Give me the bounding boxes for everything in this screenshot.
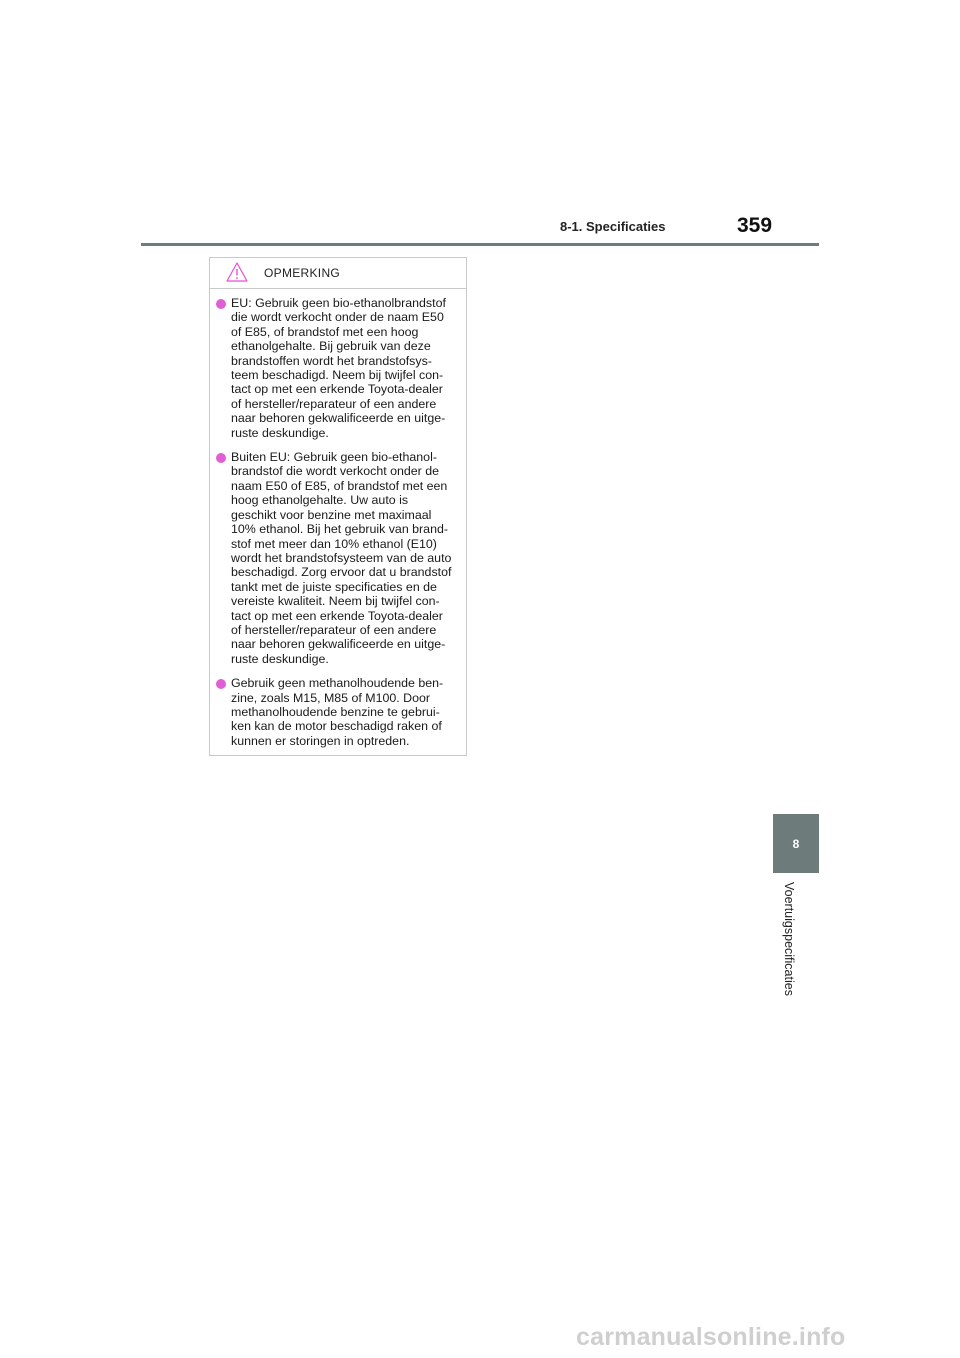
bullet-icon [216,453,226,463]
chapter-label: Voertuigspecificaties [782,882,796,996]
list-item-text: EU: Gebruik geen bio-ethanolbrandstof die wordt verkocht onder de naam E50 of E85, of brandstof met een hoog ethanolgehalte. Bij gebruik van deze brandstoffen wordt het brandstofsys- teem beschadigd. Neem bij twijfel con- tact op met een erkende Toyota-dealer of hersteller/reparateur of een andere naar behoren gekwalificeerde en uitge- ruste deskundige. [231,296,446,440]
list-item [216,450,460,666]
header-divider [141,243,819,246]
notice-header [210,258,466,289]
notice-body [210,289,466,748]
list-item-text: Gebruik geen methanolhoudende ben- zine, zoals M15, M85 of M100. Door methanolhoudende benzine te gebrui- ken kan de motor beschadigd raken of kunnen er storingen in optreden. [231,676,444,748]
chapter-number: 8 [792,836,800,851]
chapter-tab[interactable] [773,814,819,873]
watermark: carmanualsonline.info [576,1323,846,1351]
bullet-icon [216,299,226,309]
bullet-icon [216,679,226,689]
list-item [216,676,460,748]
notice-title: OPMERKING [264,266,341,280]
notice-box [209,257,467,756]
list-item [216,296,460,440]
list-item-text: Buiten EU: Gebruik geen bio-ethanol- brandstof die wordt verkocht onder de naam E50 of E85, of brandstof met een hoog ethanolgehalte. Uw auto is geschikt voor benzine met maximaal 10% ethanol. Bij het gebruik van brand- stof met meer dan 10% ethanol (E10) wordt het brandstofsysteem van de auto beschadigd. Zorg ervoor dat u brandstof tankt met de juiste specificaties en de vereiste kwaliteit. Neem bij twijfel con- tact op met een erkende Toyota-dealer of hersteller/reparateur of een andere naar behoren gekwalificeerde en uitge- ruste deskundige. [231,450,452,666]
page-number: 359 [737,214,773,237]
warning-triangle-icon [226,262,248,282]
section-title: 8-1. Specificaties [560,219,666,234]
